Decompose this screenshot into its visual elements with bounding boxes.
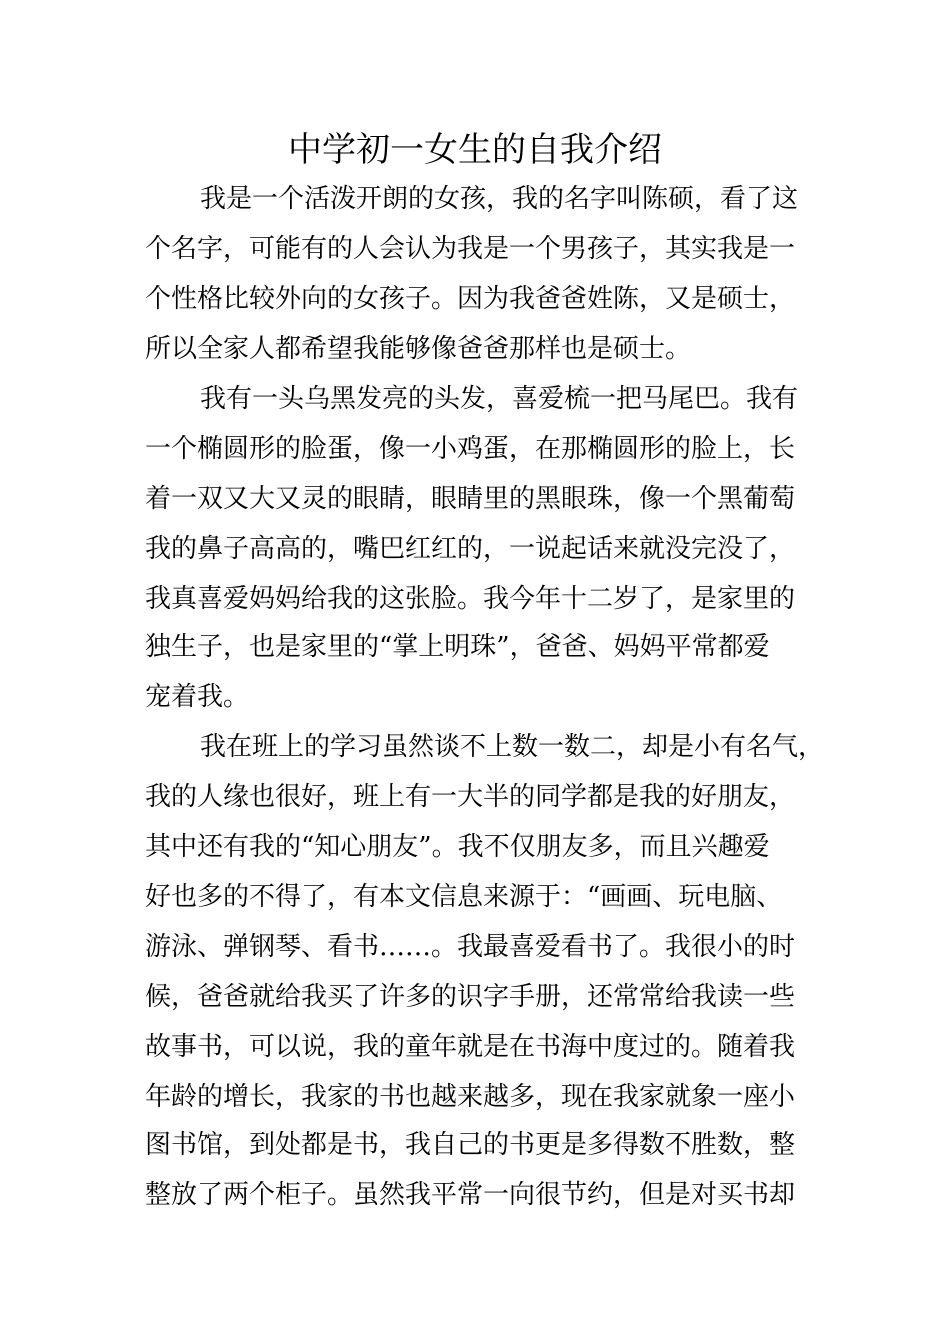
paragraph-line: 图书馆，到处都是书，我自己的书更是多得数不胜数，整 bbox=[145, 1130, 796, 1160]
paragraph-line: 我在班上的学习虽然谈不上数一数二，却是小有名气， bbox=[200, 732, 825, 762]
paragraph-line: 着一双又大又灵的眼睛，眼睛里的黑眼珠，像一个黑葡萄 bbox=[145, 484, 796, 514]
paragraph-line: 我真喜爱妈妈给我的这张脸。我今年十二岁了，是家里的 bbox=[145, 584, 796, 614]
paragraph-line: 一个椭圆形的脸蛋，像一小鸡蛋，在那椭圆形的脸上，长 bbox=[145, 434, 796, 464]
paragraph-line: 好也多的不得了，有本文信息来源于：“画画、玩电脑、 bbox=[145, 882, 783, 912]
paragraph-line: 我的人缘也很好，班上有一大半的同学都是我的好朋友， bbox=[145, 782, 796, 812]
paragraph-line: 故事书，可以说，我的童年就是在书海中度过的。随着我 bbox=[145, 1032, 796, 1062]
paragraph-line: 我有一头乌黑发亮的头发，喜爱梳一把马尾巴。我有 bbox=[200, 384, 799, 414]
paragraph-line: 整放了两个柜子。虽然我平常一向很节约，但是对买书却 bbox=[145, 1180, 796, 1210]
paragraph-line: 候，爸爸就给我买了许多的识字手册，还常常给我读一些 bbox=[145, 982, 796, 1012]
paragraph-line: 其中还有我的“知心朋友”。我不仅朋友多，而且兴趣爱 bbox=[145, 832, 770, 862]
page-title: 中学初一女生的自我介绍 bbox=[288, 130, 662, 170]
paragraph-line: 个性格比较外向的女孩子。因为我爸爸姓陈，又是硕士， bbox=[145, 284, 796, 314]
paragraph-line: 我是一个活泼开朗的女孩，我的名字叫陈硕，看了这 bbox=[200, 184, 799, 214]
paragraph-line: 年龄的增长，我家的书也越来越多，现在我家就象一座小 bbox=[145, 1082, 796, 1112]
paragraph-line: 所以全家人都希望我能够像爸爸那样也是硕士。 bbox=[145, 334, 692, 364]
paragraph-line: 个名字，可能有的人会认为我是一个男孩子，其实我是一 bbox=[145, 234, 796, 264]
paragraph-line: 我的鼻子高高的，嘴巴红红的，一说起话来就没完没了， bbox=[145, 534, 796, 564]
paragraph-line: 独生子，也是家里的“掌上明珠”，爸爸、妈妈平常都爱 bbox=[145, 632, 770, 662]
paragraph-line: 宠着我。 bbox=[145, 682, 250, 712]
paragraph-line: 游泳、弹钢琴、看书……。我最喜爱看书了。我很小的时 bbox=[145, 932, 796, 962]
